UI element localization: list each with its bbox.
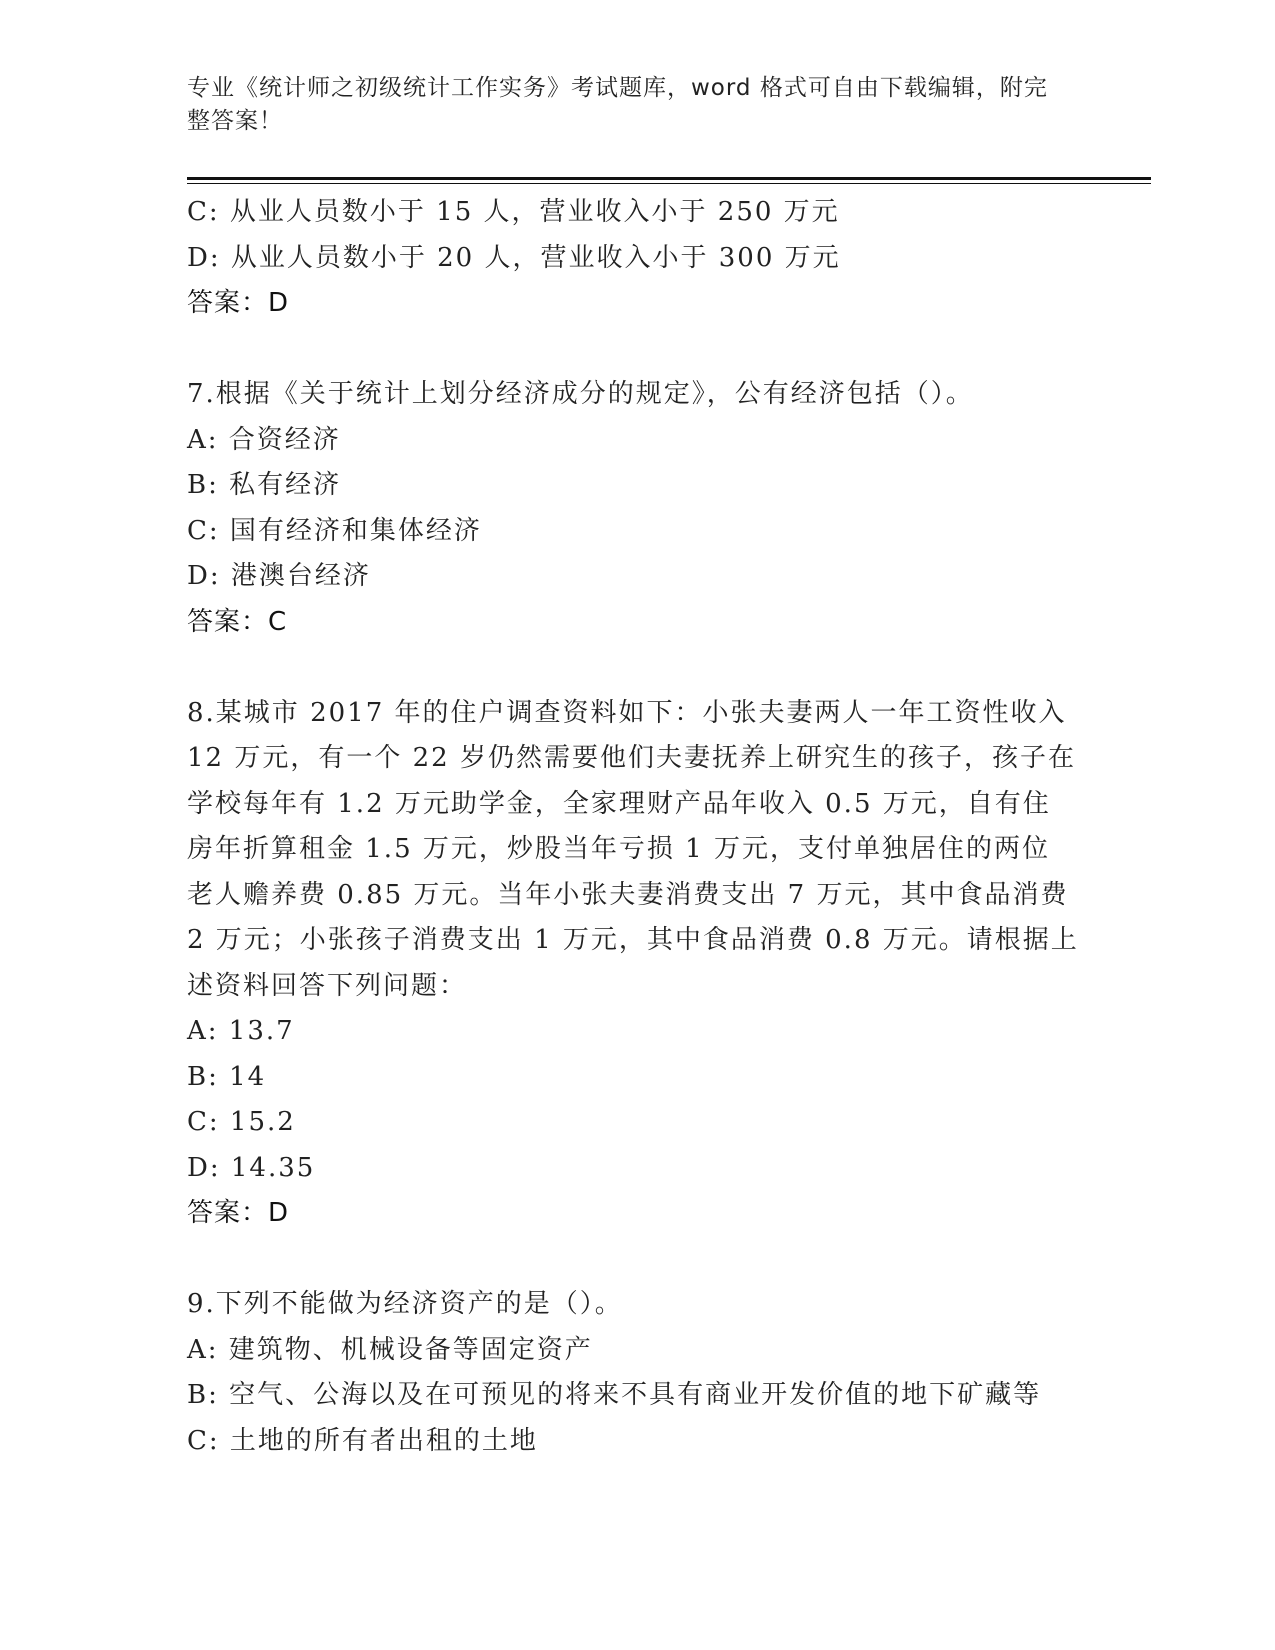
question-6 xyxy=(187,190,1087,327)
question-8 xyxy=(187,691,1087,1237)
q8-option-b: B: 14 xyxy=(187,1061,267,1092)
q8-stem-line: 老人赡养费 0.85 万元。当年小张夫妻消费支出 7 万元，其中食品消费 xyxy=(187,879,1069,910)
q7-option-b: B: 私有经济 xyxy=(187,470,342,500)
q9-stem: 9.下列不能做为经济资产的是（）。 xyxy=(187,1289,623,1319)
q7-answer: 答案：C xyxy=(187,606,288,637)
q8-stem-line: 述资料回答下列问题： xyxy=(187,970,468,1001)
q8-option-d: D: 14.35 xyxy=(187,1152,316,1183)
question-9 xyxy=(187,1282,1087,1464)
question-content xyxy=(187,190,1087,1464)
question-7 xyxy=(187,372,1087,645)
q8-stem-line: 8.某城市 2017 年的住户调查资料如下：小张夫妻两人一年工资性收入 xyxy=(187,697,1067,728)
header-divider-thick xyxy=(187,177,1151,180)
header-divider-thin xyxy=(187,183,1151,184)
q6-option-d: D: 从业人员数小于 20 人，营业收入小于 300 万元 xyxy=(187,242,841,273)
q8-option-a: A: 13.7 xyxy=(187,1016,295,1046)
q8-stem-line: 12 万元，有一个 22 岁仍然需要他们夫妻抚养上研究生的孩子，孩子在 xyxy=(187,743,1076,773)
q8-option-c: C: 15.2 xyxy=(187,1107,296,1137)
spacer xyxy=(187,645,1087,691)
q6-option-c: C: 从业人员数小于 15 人，营业收入小于 250 万元 xyxy=(187,197,840,227)
q8-stem xyxy=(187,691,1087,1010)
q7-stem: 7.根据《关于统计上划分经济成分的规定》，公有经济包括（）。 xyxy=(187,379,974,409)
q7-option-d: D: 港澳台经济 xyxy=(187,561,371,591)
q9-option-a: A: 建筑物、机械设备等固定资产 xyxy=(187,1334,593,1365)
q9-option-b: B: 空气、公海以及在可预见的将来不具有商业开发价值的地下矿藏等 xyxy=(187,1380,1042,1410)
header-line-2: 整答案！ xyxy=(187,108,283,134)
q8-answer: 答案：D xyxy=(187,1198,290,1228)
q8-stem-line: 学校每年有 1.2 万元助学金，全家理财产品年收入 0.5 万元，自有住 xyxy=(187,788,1051,819)
q7-option-a: A: 合资经济 xyxy=(187,424,341,455)
q8-stem-line: 房年折算租金 1.5 万元，炒股当年亏损 1 万元，支付单独居住的两位 xyxy=(187,834,1050,864)
spacer xyxy=(187,1237,1087,1283)
document-header xyxy=(187,72,1067,138)
spacer xyxy=(187,327,1087,373)
q6-answer: 答案：D xyxy=(187,288,290,318)
q8-stem-line: 2 万元；小张孩子消费支出 1 万元，其中食品消费 0.8 万元。请根据上 xyxy=(187,925,1079,955)
q7-option-c: C: 国有经济和集体经济 xyxy=(187,515,482,546)
q9-option-c: C: 土地的所有者出租的土地 xyxy=(187,1425,538,1456)
header-line-1: 专业《统计师之初级统计工作实务》考试题库，word 格式可自由下载编辑，附完 xyxy=(187,75,1048,101)
